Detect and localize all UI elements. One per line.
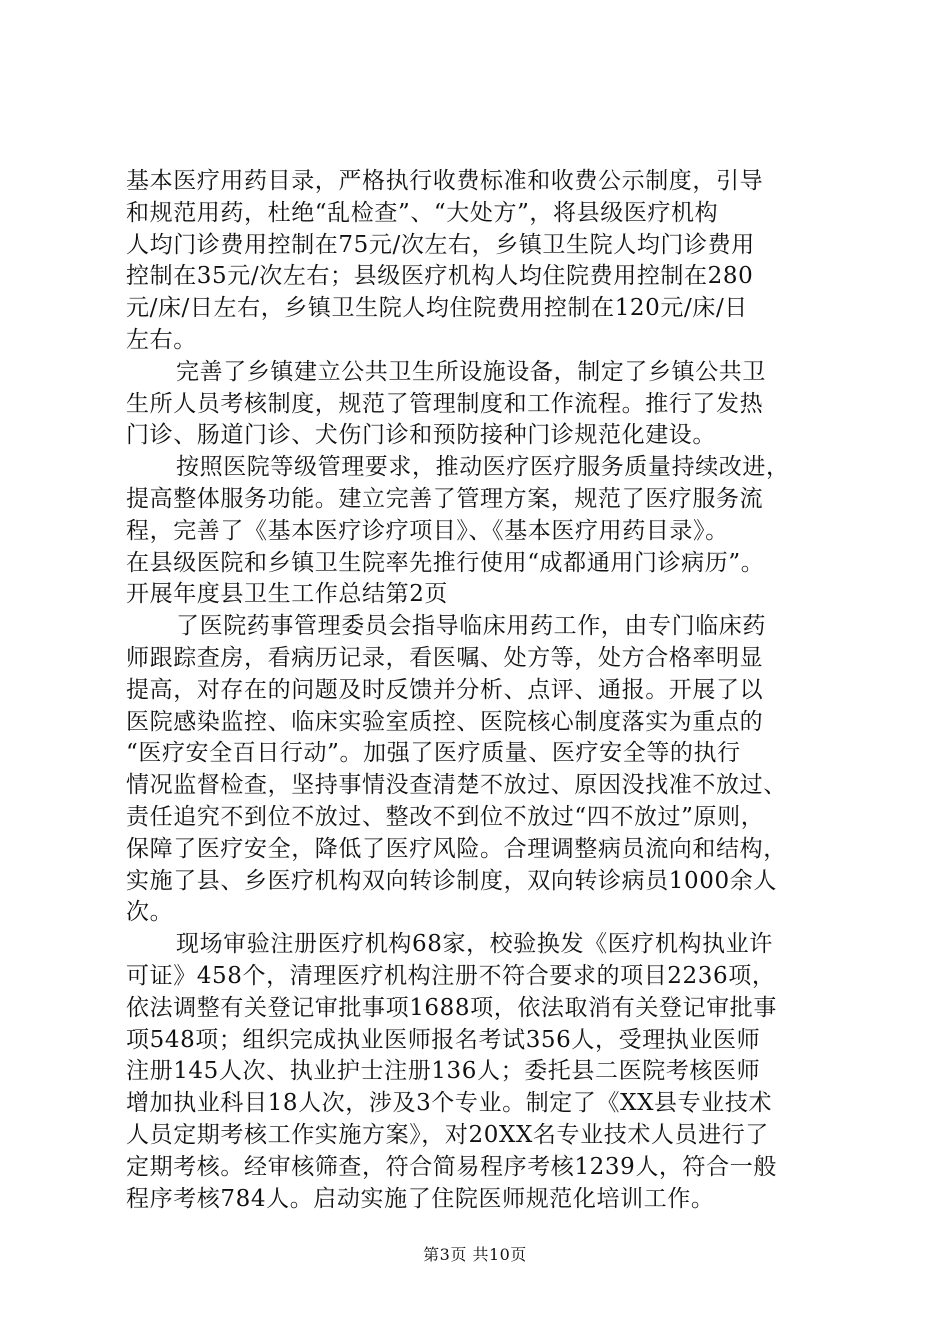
text-line: 可证》458个，清理医疗机构注册不符合要求的项目2236项， bbox=[126, 962, 776, 989]
document-body bbox=[126, 166, 834, 1215]
text-line: 注册145人次、执业护士注册136人；委托县二医院考核医师 bbox=[126, 1058, 761, 1085]
text-line: 元/床/日左右，乡镇卫生院人均住院费用控制在120元/床/日 bbox=[126, 295, 748, 322]
text-line: 师跟踪查房，看病历记录，看医嘱、处方等，处方合格率明显 bbox=[126, 644, 764, 671]
text-line: 情况监督检查，坚持事情没查清楚不放过、原因没找准不放过、 bbox=[126, 772, 787, 799]
text-line: 人员定期考核工作实施方案》，对20XX名专业技术人员进行了 bbox=[126, 1121, 769, 1148]
paragraph-first-line: 现场审验注册医疗机构68家，校验换发《医疗机构执业许 bbox=[176, 931, 773, 958]
text-line: 程序考核784人。启动实施了住院医师规范化培训工作。 bbox=[126, 1185, 715, 1212]
text-line: 在县级医院和乡镇卫生院率先推行使用“成都通用门诊病历”。 bbox=[126, 549, 765, 576]
text-line: 生所人员考核制度，规范了管理制度和工作流程。推行了发热 bbox=[126, 390, 764, 417]
text-line: 控制在35元/次左右；县级医疗机构人均住院费用控制在280 bbox=[126, 263, 754, 290]
text-line: 增加执业科目18人次，涉及3个专业。制定了《XX县专业技术 bbox=[126, 1090, 773, 1117]
text-line: 定期考核。经审核筛查，符合简易程序考核1239人，符合一般 bbox=[126, 1153, 777, 1180]
text-line: 项548项；组织完成执业医师报名考试356人，受理执业医师 bbox=[126, 1026, 761, 1053]
text-line: 保障了医疗安全，降低了医疗风险。合理调整病员流向和结构， bbox=[126, 835, 787, 862]
text-line: 医院感染监控、临床实验室质控、医院核心制度落实为重点的 bbox=[126, 708, 764, 735]
text-line: 提高，对存在的问题及时反馈并分析、点评、通报。开展了以 bbox=[126, 676, 764, 703]
paragraph-first-line: 完善了乡镇建立公共卫生所设施设备，制定了乡镇公共卫 bbox=[176, 358, 766, 385]
text-line: “医疗安全百日行动”。加强了医疗质量、医疗安全等的执行 bbox=[126, 740, 741, 767]
paragraph-first-line: 按照医院等级管理要求，推动医疗医疗服务质量持续改进， bbox=[176, 454, 790, 481]
text-line: 次。 bbox=[126, 899, 174, 926]
text-line: 左右。 bbox=[126, 326, 197, 353]
text-line: 责任追究不到位不放过、整改不到位不放过“四不放过”原则， bbox=[126, 803, 765, 830]
text-line: 人均门诊费用控制在75元/次左右，乡镇卫生院人均门诊费用 bbox=[126, 231, 755, 258]
text-line: 开展年度县卫生工作总结第2页 bbox=[126, 581, 449, 608]
text-line: 提高整体服务功能。建立完善了管理方案，规范了医疗服务流 bbox=[126, 485, 764, 512]
paragraph-first-line: 了医院药事管理委员会指导临床用药工作，由专门临床药 bbox=[176, 613, 766, 640]
text-line: 程，完善了《基本医疗诊疗项目》、《基本医疗用药目录》。 bbox=[126, 517, 729, 544]
text-line: 依法调整有关登记审批事项1688项，依法取消有关登记审批事 bbox=[126, 994, 777, 1021]
page-number-footer: 第3页 共10页 bbox=[423, 1245, 527, 1264]
text-line: 基本医疗用药目录，严格执行收费标准和收费公示制度，引导 bbox=[126, 168, 764, 194]
text-line: 和规范用药，杜绝“乱检查”、“大处方”，将县级医疗机构 bbox=[126, 199, 719, 226]
text-line: 实施了县、乡医疗机构双向转诊制度，双向转诊病员1000余人 bbox=[126, 867, 777, 894]
text-line: 门诊、肠道门诊、犬伤门诊和预防接种门诊规范化建设。 bbox=[126, 422, 716, 449]
